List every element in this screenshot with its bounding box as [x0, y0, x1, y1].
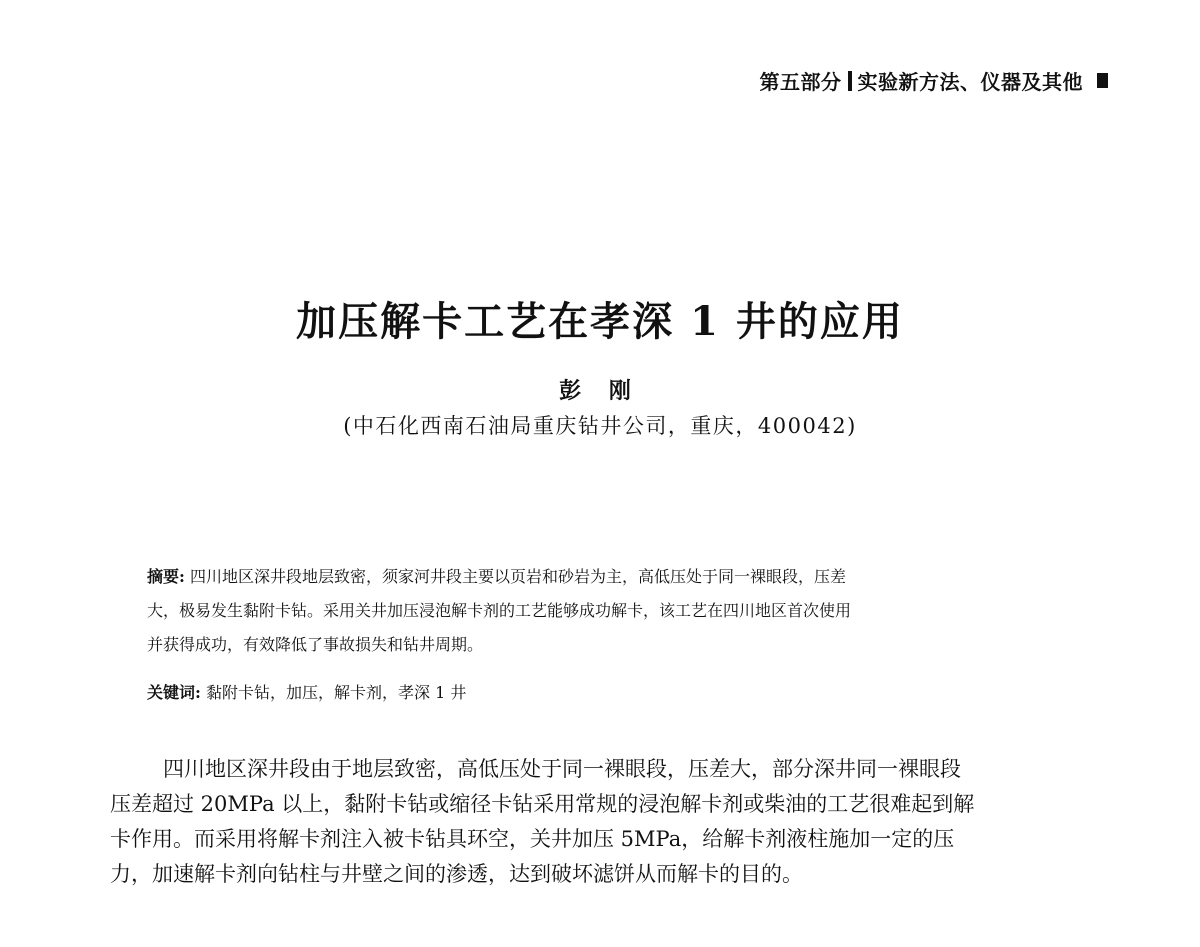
- keywords-label: 关键词:: [147, 683, 201, 702]
- abstract-block: [147, 560, 1077, 662]
- author-affiliation: (中石化西南石油局重庆钻井公司，重庆，400042): [343, 414, 857, 438]
- running-header: [760, 66, 1109, 95]
- body-line: 力，加速解卡剂向钻柱与井壁之间的渗透，达到破坏滤饼从而解卡的目的。: [110, 862, 803, 886]
- abstract-line: [147, 560, 1077, 594]
- keywords-block: [147, 676, 466, 710]
- paper-title: 加压解卡工艺在孝深 1 井的应用: [296, 298, 904, 345]
- keywords-text: 黏附卡钻，加压，解卡剂，孝深 1 井: [206, 683, 467, 702]
- body-paragraph: [110, 752, 1110, 892]
- header-section: 实验新方法、仪器及其他: [857, 70, 1083, 94]
- body-line: 压差超过 20MPa 以上，黏附卡钻或缩径卡钻采用常规的浸泡解卡剂或柴油的工艺很难起到解: [110, 792, 975, 816]
- header-marker-icon: [1097, 73, 1108, 88]
- abstract-line: 大，极易发生黏附卡钻。采用关井加压浸泡解卡剂的工艺能够成功解卡，该工艺在四川地区首次使用: [147, 601, 852, 620]
- body-line: 卡作用。而采用将解卡剂注入被卡钻具环空，关井加压 5MPa，给解卡剂液柱施加一定的压: [110, 827, 955, 851]
- abstract-line: 并获得成功，有效降低了事故损失和钻井周期。: [147, 635, 484, 654]
- body-line: 四川地区深井段由于地层致密，高低压处于同一裸眼段，压差大，部分深井同一裸眼段: [163, 757, 961, 781]
- header-part: 第五部分: [759, 70, 842, 94]
- abstract-label: 摘要:: [147, 567, 185, 586]
- header-separator: [848, 71, 852, 91]
- author-name: 彭 刚: [559, 378, 641, 404]
- abstract-text: 四川地区深井段地层致密，须家河井段主要以页岩和砂岩为主，高低压处于同一裸眼段，压差: [190, 567, 847, 586]
